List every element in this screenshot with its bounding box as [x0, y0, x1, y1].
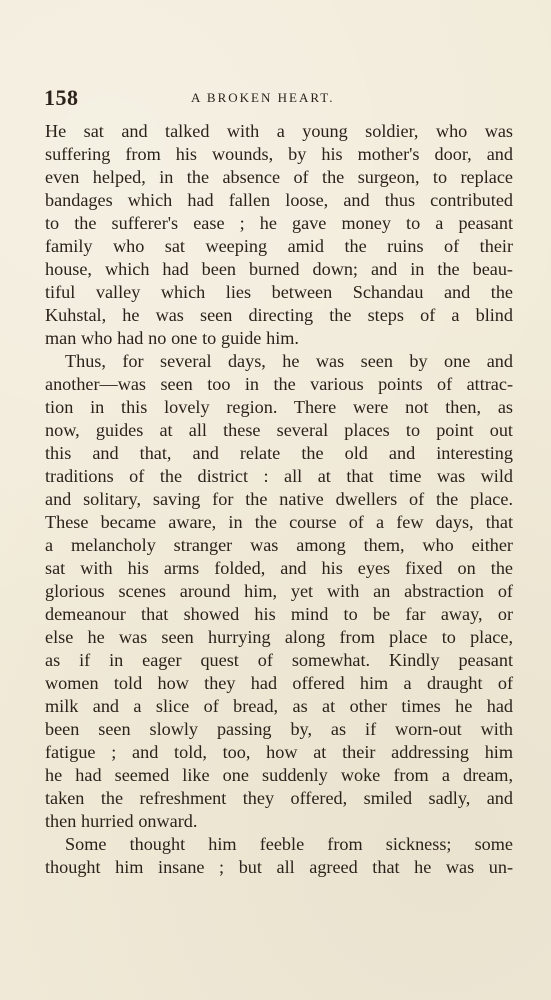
text-line: women told how they had offered him a draught of [45, 673, 513, 693]
text-line: been seen slowly passing by, as if worn-out with [45, 719, 513, 739]
paragraph-start-line: Some thought him feeble from sickness; some [65, 834, 513, 854]
page-header [44, 86, 514, 110]
text-line: demeanour that showed his mind to be far away, or [45, 604, 513, 624]
text-line: even helped, in the absence of the surgeon, to replace [45, 167, 513, 187]
text-line: bandages which had fallen loose, and thus contributed [45, 190, 513, 210]
text-line: traditions of the district : all at that time was wild [45, 466, 513, 486]
text-line: glorious scenes around him, yet with an abstraction of [45, 581, 513, 601]
text-line: as if in eager quest of somewhat. Kindly peasant [45, 650, 513, 670]
text-line: tiful valley which lies between Schandau and the [45, 282, 513, 302]
text-line: family who sat weeping amid the ruins of their [45, 236, 513, 256]
text-line: milk and a slice of bread, as at other times he had [45, 696, 513, 716]
text-line: else he was seen hurrying along from place to place, [45, 627, 513, 647]
text-line: tion in this lovely region. There were not then, as [45, 397, 513, 417]
text-line: fatigue ; and told, too, how at their addressing him [45, 742, 513, 762]
page-number: 158 [44, 85, 79, 110]
text-line: Kuhstal, he was seen directing the steps of a blind [45, 305, 513, 325]
text-line: He sat and talked with a young soldier, who was [45, 121, 513, 141]
text-line: These became aware, in the course of a few days, that [45, 512, 513, 532]
text-line: then hurried onward. [45, 811, 198, 831]
text-line: he had seemed like one suddenly woke from a dream, [45, 765, 513, 785]
text-line: thought him insane ; but all agreed that he was un- [45, 857, 513, 877]
text-line: now, guides at all these several places to point out [45, 420, 513, 440]
text-line: sat with his arms folded, and his eyes fixed on the [45, 558, 513, 578]
text-line: a melancholy stranger was among them, who either [45, 535, 513, 555]
text-line: another—was seen too in the various points of attrac- [45, 374, 513, 394]
paragraph-start-line: Thus, for several days, he was seen by one and [65, 351, 513, 371]
text-line: house, which had been burned down; and in the beau- [45, 259, 513, 279]
body-text [45, 120, 513, 879]
text-line: to the sufferer's ease ; he gave money to a peasant [45, 213, 513, 233]
text-line: suffering from his wounds, by his mother's door, and [45, 144, 513, 164]
text-line: and solitary, saving for the native dwellers of the place. [45, 489, 513, 509]
running-title: A BROKEN HEART. [191, 90, 335, 105]
text-line: taken the refreshment they offered, smiled sadly, and [45, 788, 513, 808]
text-line: this and that, and relate the old and interesting [45, 443, 513, 463]
text-line: man who had no one to guide him. [45, 328, 299, 348]
